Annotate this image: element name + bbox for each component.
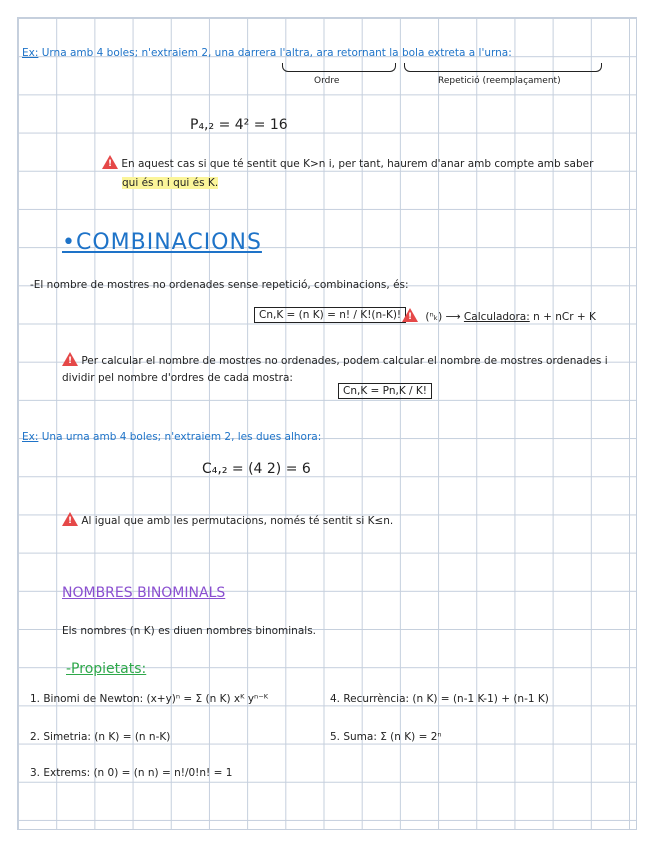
brace-repetition-label: Repetició (reemplaçament)	[438, 76, 561, 86]
warning1-text1: En aquest cas si que té sentit que K>n i, per tant, haurem d'anar amb compte amb saber	[121, 158, 594, 170]
warning2-line1	[62, 352, 608, 368]
warning3-text: Al igual que amb les permutacions, només té sentit si K≤n.	[81, 515, 394, 527]
calculator-text: n + nCr + K	[533, 311, 596, 323]
repetition-brace	[404, 63, 602, 72]
example1-formula: P₄,₂ = 4² = 16	[190, 117, 288, 133]
example1-text: Urna amb 4 boles; n'extraiem 2, una darrera l'altra, ara retornant la bola extreta a l'urna:	[41, 47, 512, 59]
definition-formula: Cn,K = (n K) = n! / K!(n-K)!	[254, 307, 406, 323]
binomials-intro: Els nombres (n K) es diuen nombres binominals.	[62, 625, 316, 637]
property-2: 2. Simetria: (n K) = (n n-K)	[30, 731, 171, 743]
calculator-label: Calculadora:	[463, 311, 530, 323]
example2-line	[22, 430, 321, 444]
properties-heading: -Propietats:	[66, 661, 147, 677]
warning2-formula-box	[338, 384, 432, 398]
property-3: 3. Extrems: (n 0) = (n n) = n!/0!n! = 1	[30, 767, 233, 779]
calculator-line: ! (ⁿₖ) ⟶ Calculadora: n + nCr + K	[402, 308, 596, 324]
warning-icon	[62, 512, 78, 526]
warning-icon	[62, 352, 78, 366]
definition-formula-box	[254, 308, 406, 322]
warning2-formula: Cn,K = Pn,K / K!	[338, 383, 432, 399]
brace-order-label: Ordre	[314, 76, 340, 86]
example2-label: Ex:	[22, 431, 39, 443]
property-1: 1. Binomi de Newton: (x+y)ⁿ = Σ (n K) xᴷ yⁿ⁻ᴷ	[30, 693, 269, 705]
example2-text: Una urna amb 4 boles; n'extraiem 2, les dues alhora:	[41, 431, 322, 443]
warning2-text1: Per calcular el nombre de mostres no ordenades, podem calcular el nombre de mostres ordenades i	[81, 355, 608, 367]
warning3-line	[62, 512, 393, 528]
notebook-page	[17, 17, 637, 830]
property-4: 4. Recurrència: (n K) = (n-1 K-1) + (n-1 K)	[330, 693, 549, 705]
property-5: 5. Suma: Σ (n K) = 2ⁿ	[330, 731, 442, 743]
warning-icon	[102, 155, 118, 169]
warning-icon	[402, 308, 418, 322]
example1-label: Ex:	[22, 47, 39, 59]
example2-formula: C₄,₂ = (4 2) = 6	[202, 461, 311, 477]
example1-line	[22, 46, 512, 60]
warning1-line1	[102, 155, 593, 171]
warning2-text2: dividir pel nombre d'ordres de cada mostra:	[62, 372, 293, 384]
binomials-title: NOMBRES BINOMINALS	[62, 585, 226, 601]
order-brace	[282, 63, 396, 72]
warning1-text2: qui és n i qui és K.	[122, 177, 219, 189]
combinations-title: •COMBINACIONS	[62, 230, 262, 255]
definition-text: -El nombre de mostres no ordenades sense repetició, combinacions, és:	[30, 279, 409, 291]
warning1-line2	[122, 176, 218, 190]
